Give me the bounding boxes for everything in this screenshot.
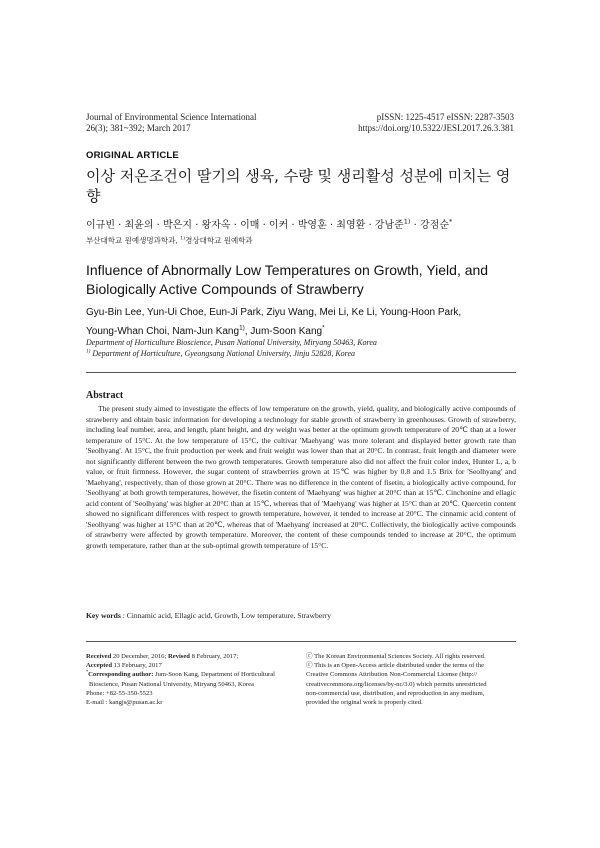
abstract-heading: Abstract <box>86 390 124 401</box>
received-revised-line <box>86 652 291 661</box>
keywords-text: : Cinnamic acid, Ellagic acid, Growth, Low temperature, Strawberry <box>120 611 332 620</box>
english-affiliations <box>86 337 526 359</box>
korean-affil-tail: 경상대학교 원예학과 <box>185 236 253 245</box>
korean-authors-sup2: * <box>449 217 453 226</box>
footnote-license <box>306 652 516 707</box>
received-date: 20 December, 2016; <box>111 653 168 660</box>
corresponding-label: Corresponding author: <box>88 671 154 679</box>
footnote-dates <box>86 652 291 707</box>
corresponding-star: * <box>86 669 89 675</box>
corresponding-line <box>86 670 291 679</box>
english-title: Influence of Abnormally Low Temperatures on Growth, Yield, and Biologically Active Compounds of Strawberry <box>86 262 489 297</box>
license-line2: Creative Commons Attribution Non-Commercial License (http:// <box>306 671 478 679</box>
english-affil2-sup: 1) <box>86 348 91 355</box>
received-label: Received <box>86 653 112 660</box>
issn: pISSN: 1225-4517 eISSN: 2287-3503 <box>376 112 514 122</box>
korean-authors-sup1: 1) <box>403 217 411 226</box>
accepted-line <box>86 661 291 670</box>
journal-name: Journal of Environmental Science International <box>86 112 257 122</box>
english-authors <box>86 303 526 341</box>
email[interactable]: E-mail : kangjs@pusan.ac.kr <box>86 699 163 707</box>
english-affil2-text: Department of Horticulture, Gyeongsang National University, Jinju 52828, Korea <box>90 349 356 358</box>
korean-affil-main: 부산대학교 원예생명과학과, <box>86 236 181 245</box>
phone: Phone: +82-55-350-5523 <box>86 689 153 697</box>
english-authors-line1: Gyu-Bin Lee, Yun-Ui Choe, Eun-Ji Park, Ziyu Wang, Mei Li, Ke Li, Young-Hoon Park, <box>86 307 462 318</box>
english-authors-sup1: 1) <box>239 324 245 332</box>
doi-link[interactable]: https://doi.org/10.5322/JESI.2017.26.3.381 <box>358 123 514 133</box>
accepted-label: Accepted <box>86 662 112 670</box>
korean-authors-tail: · 강점순 <box>410 220 449 231</box>
abstract-body: The present study aimed to investigate the effects of low temperature on the growth, yield, quality, and biologically active compounds of strawberry and obtain basic information for developing a technology for stable growth of strawberry in greenhouses. Growth of strawberry, including leaf number, area, and length, plant height, and dry weight was better at the optimum growth temperature of 20℃ than at a lower temperature of 15°C. At the low temperature of 15°C, the cultivar 'Maehyang' was more tolerant and displayed better growth rate than 'Seolhyang'. At 15°C, the fruit production per week and fruit weight was lower than that at 20°C. In contrast, fruit length and diameter were not significantly different between the two growth temperatures. Growth temperature also did not affect the fruit color index, Hunter L, a, b value, or fruit firmness. However, the sugar content of strawberries grown at 15℃ was higher by 0.8 and 1.5 Brix for 'Seolhyang' and 'Maehyang', respectively, than of those grown at 20°C. There was no difference in the content of fisetin, a biologically active compound, for 'Seolhyang' at both growth temperatures, however, the fisetin content of 'Maehyang' was higher at 20°C than at 15℃. Cinchonine and ellagic acid content of 'Seolhyang' was higher at 20°C than at 15℃, whereas that of 'Maehyang' was higher at 15°C than at 20℃. Quercetin content showed no significant differences with respect to growth temperature, however, it tended to increase at 20°C. The cinnamic acid content of 'Seolhyang' was higher at 15°C than at 20℃, whereas that of 'Maehyang' increased at 20°C. Collectively, the biologically active compounds of strawberry were affected by growth temperature. Moreover, the content of these compounds tended to increase at 20°C, the optimum growth temperature, rather than at the sub-optimal growth temperature of 15°C. <box>86 404 516 550</box>
keywords-label: Key words <box>86 611 121 620</box>
divider-bottom <box>86 641 516 642</box>
english-authors-line2-a: Young-Whan Choi, Nam-Jun Kang <box>86 326 240 337</box>
journal-volume: 26(3); 381~392; March 2017 <box>86 123 191 133</box>
journal-header-right <box>358 112 514 134</box>
korean-authors-main: 이규빈 · 최윤의 · 박은지 · 왕자옥 · 이매 · 이커 · 박영훈 · 최영환 · 강남준 <box>86 220 404 231</box>
copyright: ⓒ The Korean Environmental Sciences Society. All rights reserved. <box>306 653 486 660</box>
english-affil1: Department of Horticulture Bioscience, Pusan National University, Miryang 50463, Korea <box>86 338 377 347</box>
korean-authors <box>86 216 526 231</box>
license-line4: non-commercial use, distribution, and reproduction in any medium, <box>306 689 485 697</box>
license-line1: ⓒ This is an Open-Access article distributed under the terms of the <box>306 662 485 670</box>
license-line5: provided the original work is properly cited. <box>306 699 423 707</box>
journal-header-left <box>86 112 256 134</box>
korean-title: 이상 저온조건이 딸기의 생육, 수량 및 생리활성 성분에 미치는 영향 <box>86 167 511 205</box>
korean-affil-sup: 1) <box>180 235 186 242</box>
revised-label: Revised <box>167 653 190 660</box>
license-line3: creativecommons.org/licenses/by-nc/3.0) which permits unrestricted <box>306 680 487 688</box>
english-authors-sup2: * <box>322 324 325 332</box>
corresponding-text: Jum-Soon Kang, Department of Horticultural <box>153 671 276 679</box>
divider-top <box>86 372 516 373</box>
corresponding-address: Bioscience, Pusan National University, Miryang 50463, Korea <box>89 680 254 688</box>
keywords <box>86 611 516 620</box>
revised-date: 8 February, 2017; <box>189 653 239 660</box>
accepted-date: 13 February, 2017 <box>112 662 162 670</box>
english-affil2 <box>86 348 526 359</box>
article-type: ORIGINAL ARTICLE <box>86 150 179 161</box>
english-authors-line2-b: , Jum-Soon Kang <box>244 326 323 337</box>
korean-affiliation <box>86 235 526 246</box>
